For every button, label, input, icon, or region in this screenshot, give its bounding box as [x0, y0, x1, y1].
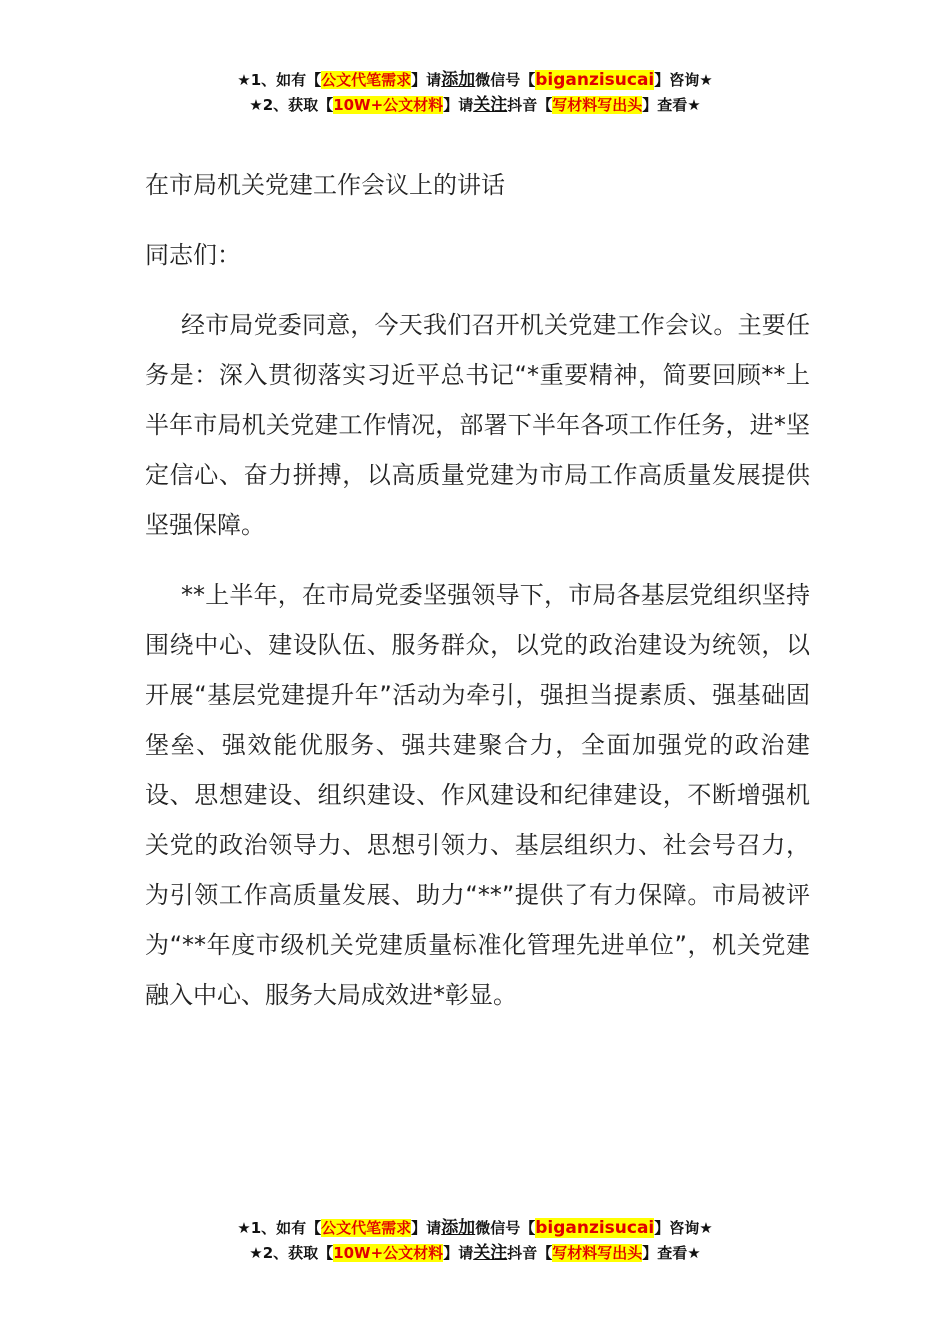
- document-title: 在市局机关党建工作会议上的讲话: [145, 171, 505, 199]
- ad-line-2-mid2: 抖音【: [507, 1244, 553, 1262]
- ad-line-1-mid1: 】请: [411, 1219, 442, 1237]
- ad-line-2-prefix: ★2、获取【: [249, 1244, 334, 1262]
- ad-banner-top: [0, 68, 950, 118]
- ad-line-2-suffix: 】查看★: [642, 96, 701, 114]
- ad-line-1-prefix: ★1、如有【: [237, 71, 322, 89]
- ad-line-2-prefix: ★2、获取【: [249, 96, 334, 114]
- ad-line-1-highlight-wechat: biganzisucai: [535, 1218, 655, 1238]
- ad-line-2-mid1: 】请: [443, 1244, 474, 1262]
- ad-banner-bottom: [0, 1216, 950, 1266]
- ad-line-1-mid2: 微信号【: [475, 1219, 536, 1237]
- ad-line-2-mid1: 】请: [443, 96, 474, 114]
- ad-line-1-emphasis: 添加: [441, 70, 476, 90]
- paragraph-2: **上半年，在市局党委坚强领导下，市局各基层党组织坚持围绕中心、建设队伍、服务群众，以党的政治建设为统领，以开展“基层党建提升年”活动为牵引，强担当提素质、强基础固堡垒、强效能优服务、强共建聚合力，全面加强党的政治建设、思想建设、组织建设、作风建设和纪律建设，不断增强机关党的政治领导力、思想引领力、基层组织力、社会号召力，为引领工作高质量发展、助力“**”提供了有力保障。市局被评为“**年度市级机关党建质量标准化管理先进单位”，机关党建融入中心、服务大局成效进*彰显。: [145, 581, 810, 1009]
- ad-line-1-highlight-wechat: biganzisucai: [535, 70, 655, 90]
- ad-line-1-emphasis: 添加: [441, 1218, 476, 1238]
- ad-line-2-suffix: 】查看★: [642, 1244, 701, 1262]
- ad-line-1-prefix: ★1、如有【: [237, 1219, 322, 1237]
- paragraph-1: 经市局党委同意，今天我们召开机关党建工作会议。主要任务是：深入贯彻落实习近平总书记“*重要精神，简要回顾**上半年市局机关党建工作情况，部署下半年各项工作任务，进*坚定信心、奋力拼搏，以高质量党建为市局工作高质量发展提供坚强保障。: [145, 311, 810, 539]
- ad-line-1-suffix: 】咨询★: [654, 1219, 713, 1237]
- ad-line-2-highlight-materials: 10W+公文材料: [333, 96, 444, 114]
- ad-line-2-emphasis: 关注: [473, 95, 508, 115]
- ad-line-1-mid1: 】请: [411, 71, 442, 89]
- ad-line-2-highlight-douyin: 写材料写出头: [552, 96, 643, 114]
- ad-line-2-highlight-materials: 10W+公文材料: [333, 1244, 444, 1262]
- document-body: [145, 160, 810, 1020]
- ad-line-2-highlight-douyin: 写材料写出头: [552, 1244, 643, 1262]
- ad-line-1-mid2: 微信号【: [475, 71, 536, 89]
- ad-line-2-mid2: 抖音【: [507, 96, 553, 114]
- ad-line-1-bottom: [0, 1216, 950, 1241]
- ad-line-1-suffix: 】咨询★: [654, 71, 713, 89]
- ad-line-1: [0, 68, 950, 93]
- ad-line-1-highlight-service: 公文代笔需求: [321, 1219, 412, 1237]
- ad-line-2: [0, 93, 950, 118]
- salutation: 同志们：: [145, 241, 241, 269]
- ad-line-2-emphasis: 关注: [473, 1243, 508, 1263]
- ad-line-1-highlight-service: 公文代笔需求: [321, 71, 412, 89]
- ad-line-2-bottom: [0, 1241, 950, 1266]
